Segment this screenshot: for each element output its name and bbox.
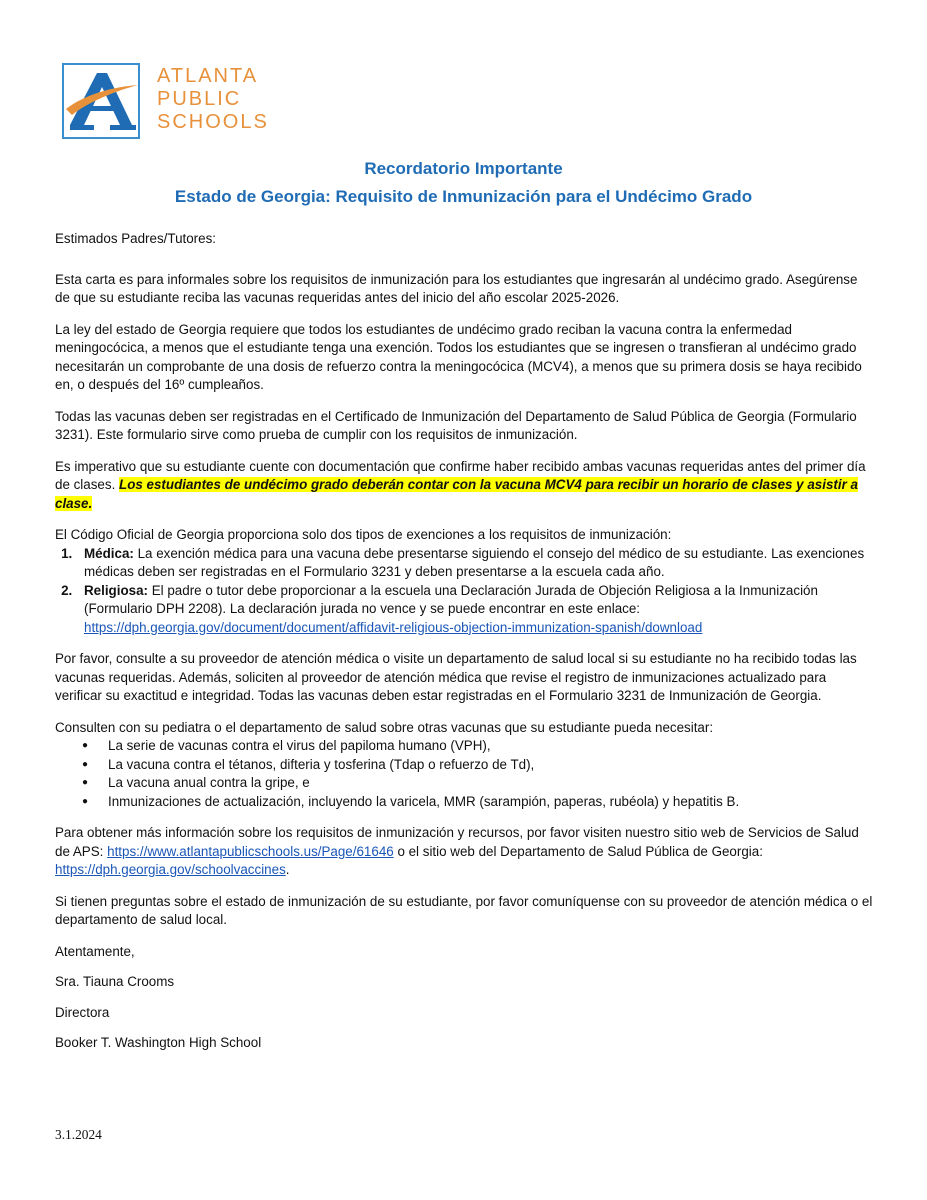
logo-emblem: [62, 63, 140, 139]
greeting: Estimados Padres/Tutores:: [55, 231, 217, 246]
dph-school-vaccines-link[interactable]: https://dph.georgia.gov/schoolvaccines: [55, 862, 286, 877]
logo-line-schools: SCHOOLS: [157, 111, 269, 133]
signature-name: Sra. Tiauna Crooms: [55, 974, 175, 989]
title-line-2: Estado de Georgia: Requisito de Inmunización para el Undécimo Grado: [174, 187, 753, 206]
highlighted-requirement: Los estudiantes de undécimo grado deberán contar con la vacuna MCV4 para recibir un horario de clases y asistir a clase.: [55, 477, 858, 511]
exemption-label: Religiosa:: [84, 582, 148, 598]
signature-school: Booker T. Washington High School: [55, 1035, 262, 1050]
paragraph-registration: Todas las vacunas deben ser registradas en el Certificado de Inmunización del Departamento de Salud Pública de Georgia (Formulario 3231). Este formulario sirve como prueba de cumplir con los requisitos de inmunización.: [55, 408, 857, 442]
logo-wordmark: [157, 65, 269, 134]
list-item: ● La vacuna anual contra la gripe, e: [108, 774, 875, 793]
exemption-item-medical: [76, 545, 875, 582]
exemption-item-religious: [76, 582, 875, 638]
exemption-text: El padre o tutor debe proporcionar a la escuela una Declaración Jurada de Objeción Religiosa a la Inmunización (Formulario DPH 2208). La declaración jurada no vence y se puede encontrar en este enlace:: [84, 582, 818, 616]
more-info-text-c: .: [285, 862, 290, 877]
paragraph-law: La ley del estado de Georgia requiere que todos los estudiantes de undécimo grado reciban la vacuna contra la enfermedad meningocócica, a menos que el estudiante tenga una exención. Todos los estudiantes que se ingresen o transfieran al undécimo grado necesitarán un comprobante de una dosis de refuerzo contra la meningocócica (MCV4), a menos que su primera dosis se haya recibido en, o después del 16º cumpleaños.: [55, 321, 862, 392]
imperative-text: Es imperativo que su estudiante cuente con documentación que confirme haber recibido ambas vacunas requeridas antes del primer día de clases.: [55, 458, 866, 492]
more-info-text-b: o el sitio web del Departamento de Salud Pública de Georgia:: [393, 843, 763, 859]
paragraph-imperative: [55, 458, 875, 514]
list-item: ● La serie de vacunas contra el virus del papiloma humano (VPH),: [108, 737, 875, 756]
aps-health-services-link[interactable]: https://www.atlantapublicschools.us/Page/61646: [107, 843, 394, 859]
exemptions-list: [55, 545, 875, 638]
signature-closing: Atentamente,: [55, 943, 135, 959]
list-item: ● La vacuna contra el tétanos, difteria y tosferina (Tdap o refuerzo de Td),: [108, 756, 875, 775]
aps-logo: [62, 63, 269, 139]
vaccines-intro: Consulten con su pediatra o el departamento de salud sobre otras vacunas que su estudiante pueda necesitar:: [55, 719, 714, 735]
logo-line-public: PUBLIC: [157, 88, 242, 110]
list-item: ● Inmunizaciones de actualización, incluyendo la varicela, MMR (sarampión, paperas, rubéola) y hepatitis B.: [108, 793, 875, 812]
paragraph-more-info: [55, 824, 875, 880]
more-info-text-a: Para obtener más información sobre los requisitos de inmunización y recursos, por favor visiten nuestro sitio web de Servicios de Salud de APS:: [55, 825, 859, 859]
signature-block: [55, 943, 875, 1053]
vaccines-list: [55, 737, 875, 811]
title-line-1: Recordatorio Importante: [364, 159, 563, 178]
religious-affidavit-link[interactable]: https://dph.georgia.gov/document/document/affidavit-religious-objection-immunization-spanish/download: [84, 619, 703, 635]
letter-date: 3.1.2024: [55, 1127, 102, 1142]
paragraph-intro: Esta carta es para informales sobre los requisitos de inmunización para los estudiantes que ingresarán al undécimo grado. Asegúrense de que su estudiante reciba las vacunas requeridas antes del inicio del año escolar 2025-2026.: [55, 271, 858, 305]
exemptions-intro: El Código Oficial de Georgia proporciona solo dos tipos de exenciones a los requisitos de inmunización:: [55, 527, 672, 542]
document-title: [0, 155, 927, 211]
signature-title: Directora: [55, 1004, 110, 1020]
logo-line-atlanta: ATLANTA: [157, 65, 259, 87]
paragraph-questions: Si tienen preguntas sobre el estado de inmunización de su estudiante, por favor comuníquense con su proveedor de atención médica o el departamento de salud local.: [55, 893, 873, 927]
exemption-label: Médica:: [84, 545, 134, 561]
letter-body: [55, 230, 875, 1065]
paragraph-consult: Por favor, consulte a su proveedor de atención médica o visite un departamento de salud local si su estudiante no ha recibido todas las vacunas requeridas. Además, soliciten al proveedor de atención médica que revise el registro de inmunizaciones actualizado para verificar su exactitud e integridad. Todas las vacunas deben estar registradas en el Formulario 3231 de Inmunización de Georgia.: [55, 651, 857, 703]
exemption-text: La exención médica para una vacuna debe presentarse siguiendo el consejo del médico de su estudiante. Las exenciones médicas deben ser registradas en el Formulario 3231 y deben presentarse a la escuela cada año.: [84, 545, 865, 579]
